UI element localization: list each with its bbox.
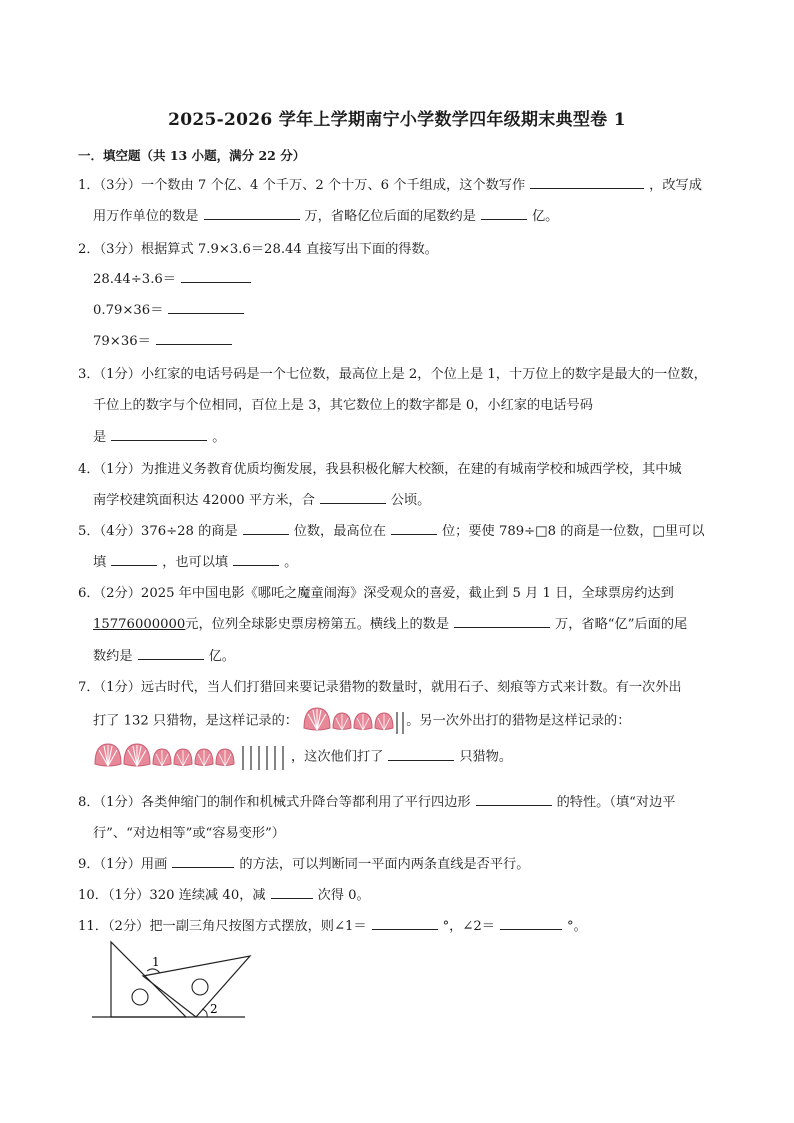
section-heading: 一．填空题（共 13 小题，满分 22 分） [78,148,306,163]
q4-line-2: 南学校建筑面积达 42000 平方米，合 公顷。 [93,493,431,508]
q5-line-1: 5．（4分）376÷28 的商是 位数，最高位在 位；要使 789÷□8 的商是一位数，□里可以 [78,524,705,539]
shell-icon [195,749,213,766]
q3-line-1: 3．（1分）小红家的电话号码是一个七位数，最高位上是 2，个位上是 1，十万位上的数字是最大的一位数， [78,367,707,382]
q2-line-2: 28.44÷3.6＝ [93,268,256,287]
q5-blank-4[interactable] [233,553,279,566]
q4-blank-1[interactable] [320,491,386,504]
tally-record-unknown [93,742,291,772]
q5-blank-1[interactable] [243,522,289,535]
page-title: 2025-2026 学年上学期南宁小学数学四年级期末典型卷 1 [168,110,626,130]
set-square-diagram [90,938,260,1028]
ruler-hole [132,989,148,1005]
shell-icon [333,713,351,730]
shell-icon [174,749,192,766]
shell-icon [153,749,171,766]
q9-blank-1[interactable] [172,855,234,868]
shell-icon [375,713,393,730]
q1-line-1: 1．（3分）一个数由 7 个亿、4 个千万、2 个十万、6 个千组成，这个数写作 ，改写成 [78,178,702,193]
q11-line-1: 11．（2分）把一副三角尺按图方式摆放，则∠1＝ °，∠2＝ °。 [78,919,587,934]
angle-1-label: 1 [152,955,160,969]
large-shell-icon [124,744,150,766]
q7-line-2: 打了 132 只猎物，是这样记录的： 。另一次外出打的猎物是这样记录的： [93,706,630,736]
q6-blank-2[interactable] [138,647,204,660]
q11-blank-2[interactable] [500,917,562,930]
q6-blank-1[interactable] [454,615,550,628]
q2-blank-3[interactable] [156,332,232,345]
q2-line-4: 79×36＝ [93,330,237,349]
angle-1-arc [147,969,160,973]
q5-line-2: 填 ，也可以填 。 [93,555,298,570]
q2-blank-2[interactable] [168,301,244,314]
tally-record-132 [302,706,406,736]
angle-2-label: 2 [210,1002,218,1016]
shell-icon [354,713,372,730]
ruler-hole [192,979,208,995]
q5-blank-3[interactable] [111,553,157,566]
q1-blank-1[interactable] [530,176,644,189]
large-shell-icon [95,744,121,766]
shell-icon [216,749,234,766]
q9-line-1: 9．（1分）用画 的方法，可以判断同一平面内两条直线是否平行。 [78,857,530,872]
q6-line-2: 15776000000元，位列全球影史票房榜第五。横线上的数是 万，省略“亿”后面的尾 [93,617,688,632]
q6-line-1: 6．（2分）2025 年中国电影《哪吒之魔童闹海》深受观众的喜爱，截止到 5 月 1 日，全球票房约达到 [78,586,674,601]
q1-line-2: 用万作单位的数是 万，省略亿位后面的尾数约是 亿。 [93,209,559,224]
q1-blank-3[interactable] [481,207,527,220]
q11-blank-1[interactable] [372,917,438,930]
q3-line-3: 是 。 [93,430,226,445]
q2-line-1: 2．（3分）根据算式 7.9×3.6＝28.44 直接写出下面的得数。 [78,242,438,257]
q2-line-3: 0.79×36＝ [93,299,249,318]
q6-underlined-number: 15776000000 [93,617,186,632]
q10-line-1: 10．（1分）320 连续减 40，减 次得 0。 [78,888,370,903]
q10-blank-1[interactable] [271,886,313,899]
q7-line-3: ，这次他们打了 只猎物。 [93,742,512,772]
q7-line-1: 7．（1分）远古时代，当人们打猎回来要记录猎物的数量时，就用石子、刻痕等方式来计数。有一次外出 [78,680,682,695]
q8-line-2: 行”、“对边相等”或“容易变形”） [93,826,285,841]
large-shell-icon [304,708,330,730]
q8-blank-1[interactable] [476,793,552,806]
q5-blank-2[interactable] [391,522,437,535]
q3-blank-1[interactable] [111,428,207,441]
q6-line-3: 数约是 亿。 [93,649,235,664]
q2-blank-1[interactable] [181,270,251,283]
q7-blank-1[interactable] [388,748,454,761]
q4-line-1: 4．（1分）为推进义务教育优质均衡发展，我县积极化解大校额，在建的有城南学校和城西学校，其中城 [78,462,682,477]
q1-blank-2[interactable] [204,207,300,220]
q8-line-1: 8．（1分）各类伸缩门的制作和机械式升降台等都利用了平行四边形 的特性。（填“对边平 [78,795,676,810]
q3-line-2: 千位上的数字与个位相同，百位上是 3，其它数位上的数字都是 0，小红家的电话号码 [93,398,593,413]
